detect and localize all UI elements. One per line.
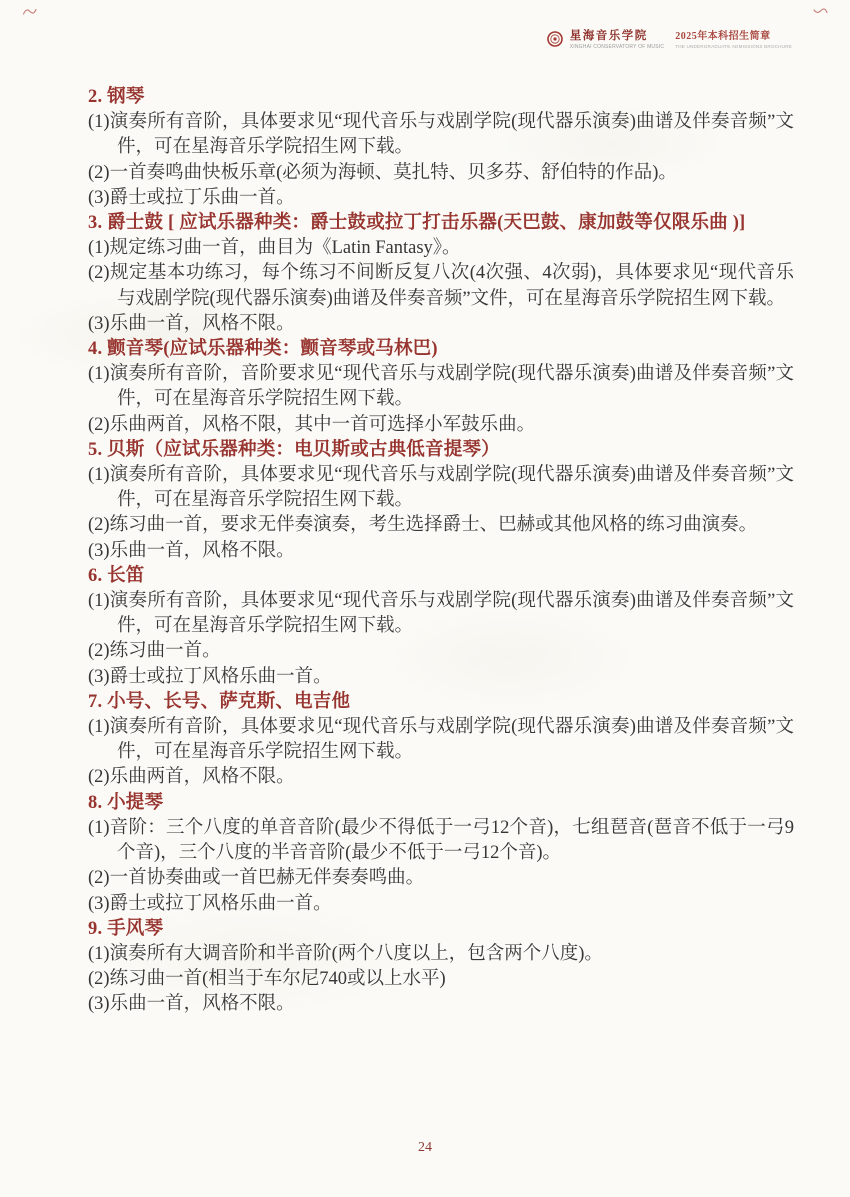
requirement-item: (1)演奏所有音阶，音阶要求见“现代音乐与戏剧学院(现代器乐演奏)曲谱及伴奏音频”文件，可在星海音乐学院招生网下载。 — [88, 364, 794, 410]
section-heading: 6. 长笛 — [88, 565, 145, 586]
section-heading: 8. 小提琴 — [88, 792, 164, 813]
requirement-item: (2)一首奏鸣曲快板乐章(必须为海顿、莫扎特、贝多芬、舒伯特的作品)。 — [88, 162, 677, 183]
requirement-item: (2)练习曲一首，要求无伴奏演奏，考生选择爵士、巴赫或其他风格的练习曲演奏。 — [88, 515, 758, 536]
section-heading: 2. 钢琴 — [88, 87, 145, 107]
section-heading: 4. 颤音琴(应试乐器种类：颤音琴或马林巴) — [88, 339, 438, 360]
requirement-item: (3)乐曲一首，风格不限。 — [88, 313, 295, 334]
section-vibraphone — [88, 337, 794, 438]
brochure-title: 2025年本科招生简章 — [675, 31, 771, 42]
requirement-item: (2)练习曲一首。 — [88, 641, 221, 662]
requirement-item: (2)乐曲两首，风格不限，其中一首可选择小军鼓乐曲。 — [88, 414, 536, 435]
requirement-item: (3)乐曲一首，风格不限。 — [88, 994, 295, 1015]
requirement-item: (3)乐曲一首，风格不限。 — [88, 540, 295, 561]
requirement-item: (1)演奏所有音阶，具体要求见“现代音乐与戏剧学院(现代器乐演奏)曲谱及伴奏音频”文件，可在星海音乐学院招生网下载。 — [88, 591, 794, 637]
requirement-item: (1)演奏所有音阶，具体要求见“现代音乐与戏剧学院(现代器乐演奏)曲谱及伴奏音频”文件，可在星海音乐学院招生网下载。 — [88, 717, 794, 763]
requirement-item: (2)乐曲两首，风格不限。 — [88, 767, 295, 788]
section-piano — [88, 85, 794, 211]
requirement-item: (1)演奏所有音阶，具体要求见“现代音乐与戏剧学院(现代器乐演奏)曲谱及伴奏音频”文件，可在星海音乐学院招生网下载。 — [88, 112, 794, 158]
section-jazz-drums — [88, 211, 794, 337]
requirement-item: (2)一首协奏曲或一首巴赫无伴奏奏鸣曲。 — [88, 868, 425, 889]
requirement-item: (3)爵士或拉丁风格乐曲一首。 — [88, 893, 332, 914]
section-bass — [88, 438, 794, 564]
requirement-item: (3)爵士或拉丁乐曲一首。 — [88, 187, 295, 208]
school-name-english: XINGHAI CONSERVATORY OF MUSIC — [569, 44, 665, 50]
section-violin — [88, 791, 794, 917]
section-flute — [88, 564, 794, 690]
section-heading: 7. 小号、长号、萨克斯、电吉他 — [88, 691, 351, 712]
requirement-item: (1)演奏所有大调音阶和半音阶(两个八度以上，包含两个八度)。 — [88, 943, 603, 964]
section-heading: 9. 手风琴 — [88, 918, 164, 939]
section-heading: 5. 贝斯（应试乐器种类：电贝斯或古典低音提琴） — [88, 439, 500, 460]
requirement-item: (1)音阶：三个八度的单音音阶(最少不得低于一弓12个音)，七组琶音(琶音不低于一弓9个音)，三个八度的半音音阶(最少不低于一弓12个音)。 — [88, 817, 794, 864]
section-heading: 3. 爵士鼓 [ 应试乐器种类：爵士鼓或拉丁打击乐器(天巴鼓、康加鼓等仅限乐曲 )] — [88, 213, 746, 234]
requirement-item: (1)演奏所有音阶，具体要求见“现代音乐与戏剧学院(现代器乐演奏)曲谱及伴奏音频”文件，可在星海音乐学院招生网下载。 — [88, 465, 794, 511]
school-name-block — [570, 30, 664, 50]
requirement-item: (2)规定基本功练习，每个练习不间断反复八次(4次强、4次弱)，具体要求见“现代音乐与戏剧学院(现代器乐演奏)曲谱及伴奏音频”文件，可在星海音乐学院招生网下载。 — [88, 263, 794, 309]
section-accordion — [88, 917, 794, 1018]
brochure-subtitle-english: THE UNDERGRADUATE ADMISSIONS BROCHURE — [675, 44, 792, 49]
page-number: 24 — [418, 1140, 432, 1155]
requirement-item: (2)练习曲一首(相当于车尔尼740或以上水平) — [88, 969, 446, 990]
corner-mark-right-icon — [813, 4, 828, 22]
section-trumpet-trombone-sax-eguitar — [88, 690, 794, 791]
document-content — [88, 85, 794, 1018]
school-name: 星海音乐学院 — [569, 30, 648, 42]
requirement-item: (1)规定练习曲一首，曲目为《Latin Fantasy》。 — [88, 238, 461, 259]
page-header — [547, 30, 792, 50]
requirement-item: (3)爵士或拉丁风格乐曲一首。 — [88, 666, 332, 687]
brochure-title-block — [675, 30, 792, 50]
corner-mark-left-icon — [22, 4, 37, 22]
school-seal-logo-icon — [547, 31, 563, 47]
